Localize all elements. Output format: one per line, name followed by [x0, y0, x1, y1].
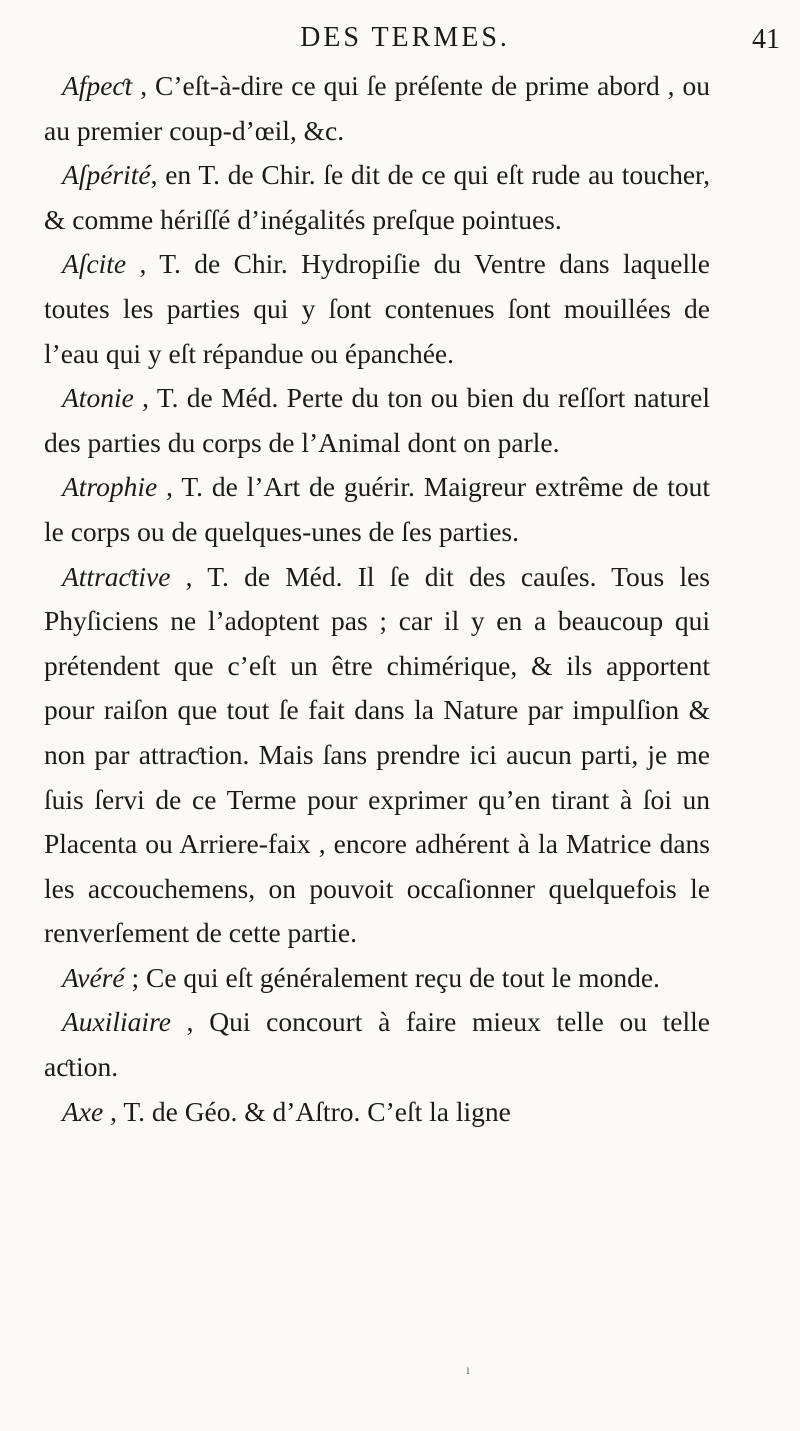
entry-term: Atrophie: [62, 471, 158, 503]
entry-term: Auxiliaire: [62, 1006, 171, 1038]
glossary-entry: [44, 64, 710, 153]
glossary-entry: [44, 153, 710, 242]
entry-separator: ,: [170, 1006, 210, 1038]
entry-term: Attraƈtive: [62, 560, 171, 592]
entry-separator: ,: [126, 248, 160, 280]
entry-definition: en T. de Chir. ſe dit de ce qui eſt rude au toucher, & comme hériſſé d’inégalités preſque pointues.: [44, 159, 710, 235]
footer-mark: ı: [466, 1363, 470, 1378]
entry-definition: T. de Méd. Il ſe dit des cauſes. Tous les Phyſiciens ne l’adoptent pas ; car il y en a beaucoup qui prétendent que c’eſt un être chimérique, & ils apportent pour raiſon que tout ſe fait dans la Nature par impulſion & non par attraƈtion. Mais ſans prendre ici aucun parti, je me ſuis ſervi de ce Terme pour exprimer qu’en tirant à ſoi un Placenta ou Arriere-faix , encore adhérent à la Matrice dans les accouchemens, on pouvoit occaſionner quelquefois le renverſement de cette partie.: [44, 560, 710, 949]
entry-definition: Qui concourt à faire mieux telle ou telle aƈtion.: [44, 1006, 711, 1083]
entry-definition: T. de l’Art de guérir. Maigreur extrême de tout le corps ou de quelques-unes de ſes parties.: [44, 471, 710, 547]
entry-separator: ,: [133, 382, 157, 414]
glossary-text: [44, 64, 710, 1134]
entry-term: Axe: [62, 1095, 104, 1127]
glossary-entry: [44, 242, 710, 376]
entry-term: Aſcite: [62, 248, 127, 280]
glossary-entry: [44, 1000, 710, 1089]
glossary-entry: [44, 465, 710, 554]
entry-definition: T. de Méd. Perte du ton ou bien du reſſort naturel des parties du corps de l’Animal dont on parle.: [44, 382, 710, 458]
entry-definition: C’eſt-à-dire ce qui ſe préſente de prime abord , ou au premier coup-d’œil, &c.: [44, 70, 710, 146]
entry-separator: ,: [132, 70, 156, 101]
running-title: DES TERMES.: [300, 22, 510, 53]
glossary-entry: [44, 956, 710, 1001]
entry-separator: ,: [150, 159, 166, 191]
entry-term: Avéré: [62, 961, 125, 993]
entry-separator: ;: [124, 961, 146, 993]
entry-definition: T. de Chir. Hydropiſie du Ventre dans laquelle toutes les parties qui y ſont contenues ſont mouillées de l’eau qui y eſt répandue ou épanchée.: [44, 248, 710, 369]
entry-term: Atonie: [62, 382, 134, 414]
glossary-entry: [44, 555, 710, 956]
glossary-entry: [44, 376, 710, 465]
entry-definition: Ce qui eſt généralement reçu de tout le monde.: [146, 961, 660, 993]
entry-separator: ,: [157, 471, 182, 503]
entry-term: Aſpérité: [62, 159, 151, 191]
entry-separator: ,: [103, 1095, 124, 1127]
page-number: 41: [752, 24, 780, 55]
entry-separator: ,: [170, 560, 208, 592]
entry-definition: T. de Géo. & d’Aſtro. C’eſt la ligne: [123, 1095, 511, 1127]
entry-term: Afpeƈt: [62, 70, 133, 101]
glossary-entry: [44, 1090, 710, 1135]
page-header: [100, 8, 780, 66]
